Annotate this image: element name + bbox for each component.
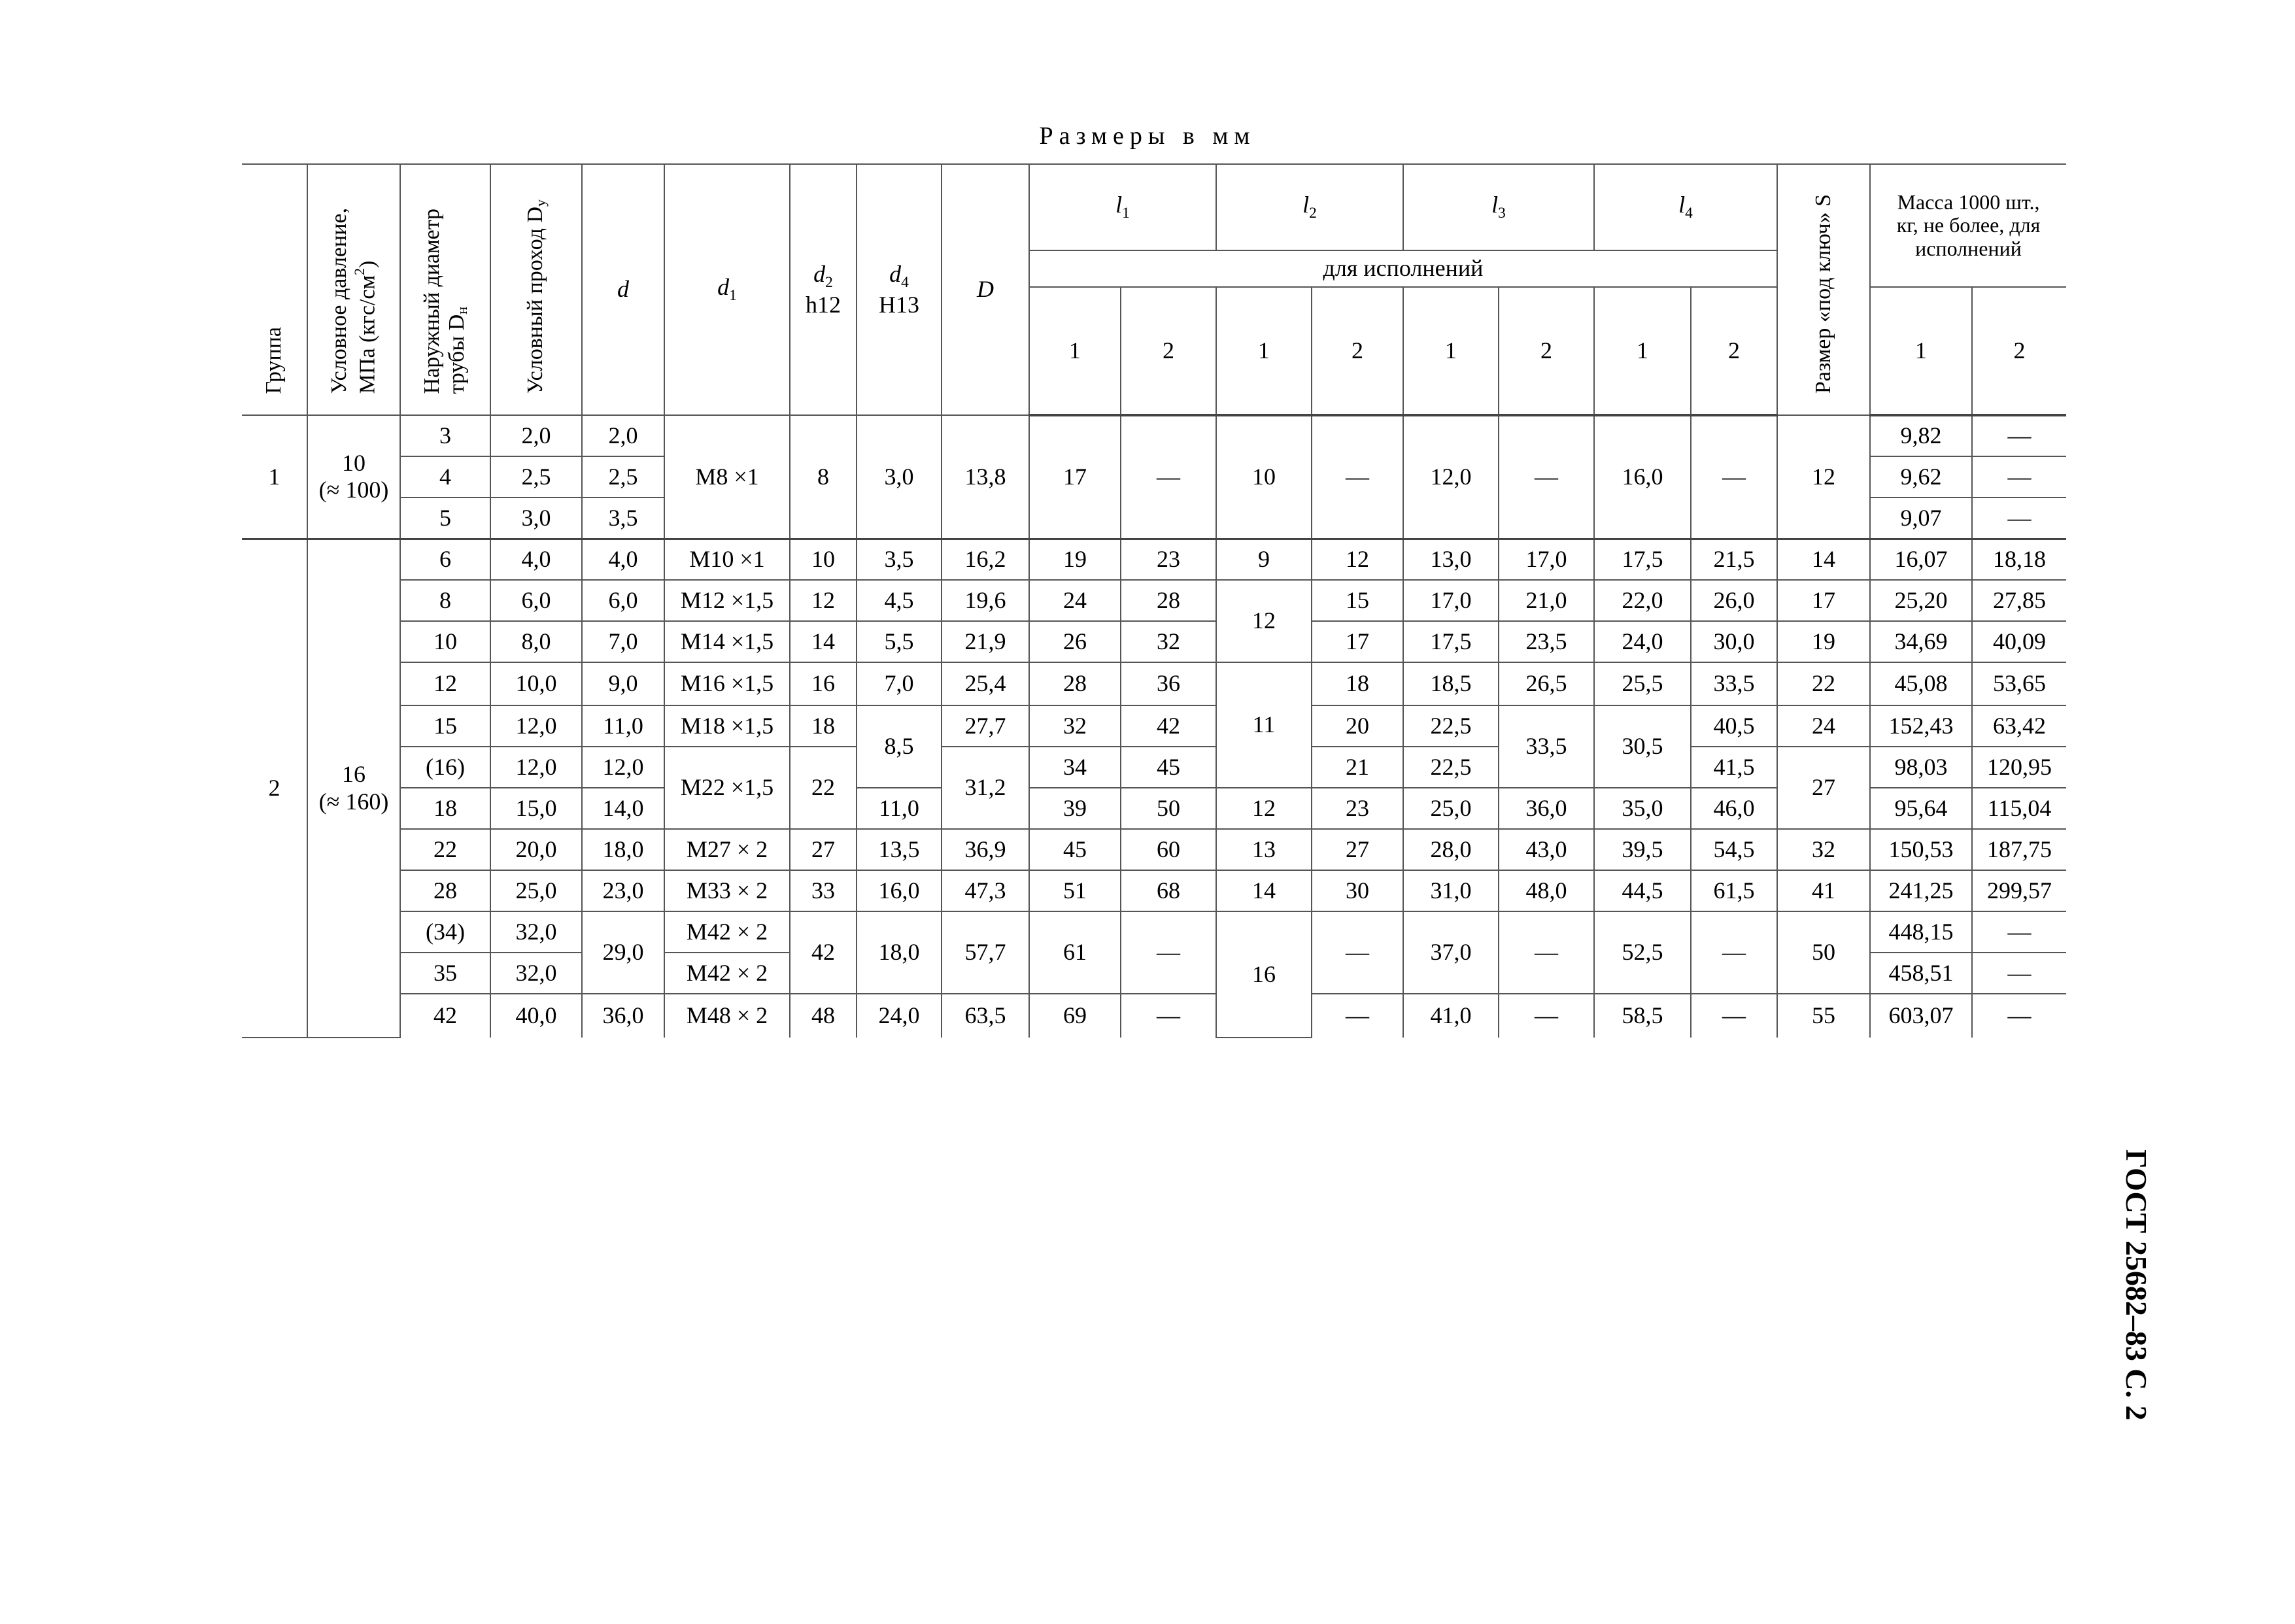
dy-cell: 8,0 bbox=[490, 621, 582, 662]
header-passage: Условный проход $D_у$ bbox=[490, 164, 582, 415]
D-cell: 57,7 bbox=[942, 911, 1029, 994]
d1-cell: М10 ×1 bbox=[664, 539, 790, 580]
header-mass-v1: 1 bbox=[1870, 287, 1972, 415]
dn-cell: 3 bbox=[400, 415, 490, 456]
header-pressure: Условное давление, МПа $(кгс/см^2)$ bbox=[307, 164, 400, 415]
dy-cell: 12,0 bbox=[490, 705, 582, 747]
wrench-cell: 17 bbox=[1777, 580, 1870, 621]
d2-cell: 22 bbox=[790, 747, 857, 829]
d2-cell: 48 bbox=[790, 994, 857, 1038]
l3-v1-cell: 37,0 bbox=[1403, 911, 1499, 994]
table-row bbox=[242, 662, 2066, 705]
D-cell: 16,2 bbox=[942, 539, 1029, 580]
l4-v1-cell: 25,5 bbox=[1594, 662, 1691, 705]
dy-cell: 6,0 bbox=[490, 580, 582, 621]
d4-cell: 18,0 bbox=[857, 911, 942, 994]
dn-cell: 42 bbox=[400, 994, 490, 1038]
table-row bbox=[242, 870, 2066, 911]
d-cell: 36,0 bbox=[582, 994, 664, 1038]
d2-cell: 33 bbox=[790, 870, 857, 911]
l4-v1-cell: 17,5 bbox=[1594, 539, 1691, 580]
dy-cell: 12,0 bbox=[490, 747, 582, 788]
mass-v2-cell: — bbox=[1972, 994, 2066, 1038]
d1-cell: М22 ×1,5 bbox=[664, 747, 790, 829]
mass-v2-cell: 63,42 bbox=[1972, 705, 2066, 747]
l4-v2-cell: 54,5 bbox=[1691, 829, 1777, 870]
l1-v1-cell: 32 bbox=[1029, 705, 1121, 747]
l4-v1-cell: 22,0 bbox=[1594, 580, 1691, 621]
table-row bbox=[242, 747, 2066, 788]
l3-v2-cell: — bbox=[1499, 994, 1594, 1038]
dimensions-table-wrap bbox=[242, 163, 2066, 1038]
mass-v2-cell: 115,04 bbox=[1972, 788, 2066, 829]
wrench-cell: 22 bbox=[1777, 662, 1870, 705]
l4-v2-cell: 21,5 bbox=[1691, 539, 1777, 580]
header-D: D bbox=[942, 164, 1029, 415]
dn-cell: (16) bbox=[400, 747, 490, 788]
l1-v2-cell: — bbox=[1121, 415, 1216, 539]
l4-v1-cell: 58,5 bbox=[1594, 994, 1691, 1038]
l3-v2-cell: — bbox=[1499, 911, 1594, 994]
dn-cell: 5 bbox=[400, 498, 490, 539]
l3-v2-cell: 36,0 bbox=[1499, 788, 1594, 829]
l2-v2-cell: 21 bbox=[1312, 747, 1403, 788]
d1-cell: М33 × 2 bbox=[664, 870, 790, 911]
l4-v2-cell: — bbox=[1691, 415, 1777, 539]
d1-cell: М12 ×1,5 bbox=[664, 580, 790, 621]
wrench-cell: 32 bbox=[1777, 829, 1870, 870]
header-wrench-size: Размер «под ключ» S bbox=[1777, 164, 1870, 415]
l2-v2-cell: 15 bbox=[1312, 580, 1403, 621]
l2-v2-cell: 20 bbox=[1312, 705, 1403, 747]
l2-v1-cell: 9 bbox=[1216, 539, 1312, 580]
d-cell: 2,5 bbox=[582, 456, 664, 498]
group-cell: 2 bbox=[242, 539, 307, 1038]
dy-cell: 40,0 bbox=[490, 994, 582, 1038]
l3-v1-cell: 12,0 bbox=[1403, 415, 1499, 539]
wrench-cell: 41 bbox=[1777, 870, 1870, 911]
header-l3: $l_3$ bbox=[1403, 164, 1594, 250]
l1-v2-cell: 42 bbox=[1121, 705, 1216, 747]
header-d1: $d_1$ bbox=[664, 164, 790, 415]
l1-v1-cell: 51 bbox=[1029, 870, 1121, 911]
l1-v1-cell: 24 bbox=[1029, 580, 1121, 621]
mass-v2-cell: — bbox=[1972, 415, 2066, 456]
l1-v1-cell: 17 bbox=[1029, 415, 1121, 539]
header-d2: $d_2$ h12 bbox=[790, 164, 857, 415]
dy-cell: 10,0 bbox=[490, 662, 582, 705]
l2-v2-cell: 30 bbox=[1312, 870, 1403, 911]
d4-cell: 11,0 bbox=[857, 788, 942, 829]
l2-v1-cell: 16 bbox=[1216, 911, 1312, 1038]
mass-v1-cell: 95,64 bbox=[1870, 788, 1972, 829]
l4-v1-cell: 30,5 bbox=[1594, 705, 1691, 788]
d4-cell: 8,5 bbox=[857, 705, 942, 788]
header-l4-v2: 2 bbox=[1691, 287, 1777, 415]
dy-cell: 2,5 bbox=[490, 456, 582, 498]
mass-v2-cell: — bbox=[1972, 911, 2066, 953]
mass-v1-cell: 45,08 bbox=[1870, 662, 1972, 705]
l2-v2-cell: — bbox=[1312, 994, 1403, 1038]
dn-cell: 12 bbox=[400, 662, 490, 705]
d2-cell: 10 bbox=[790, 539, 857, 580]
l3-v2-cell: 23,5 bbox=[1499, 621, 1594, 662]
l1-v2-cell: — bbox=[1121, 994, 1216, 1038]
wrench-cell: 24 bbox=[1777, 705, 1870, 747]
table-row bbox=[242, 539, 2066, 580]
mass-v2-cell: 187,75 bbox=[1972, 829, 2066, 870]
header-l4-v1: 1 bbox=[1594, 287, 1691, 415]
d-cell: 12,0 bbox=[582, 747, 664, 788]
d4-cell: 3,0 bbox=[857, 415, 942, 539]
l3-v2-cell: 26,5 bbox=[1499, 662, 1594, 705]
l4-v2-cell: 30,0 bbox=[1691, 621, 1777, 662]
l4-v2-cell: 40,5 bbox=[1691, 705, 1777, 747]
mass-v2-cell: — bbox=[1972, 456, 2066, 498]
dy-cell: 20,0 bbox=[490, 829, 582, 870]
l1-v2-cell: 45 bbox=[1121, 747, 1216, 788]
table-row bbox=[242, 994, 2066, 1038]
l3-v1-cell: 17,5 bbox=[1403, 621, 1499, 662]
header-l2: $l_2$ bbox=[1216, 164, 1403, 250]
d-cell: 29,0 bbox=[582, 911, 664, 994]
l3-v2-cell: 43,0 bbox=[1499, 829, 1594, 870]
d4-cell: 16,0 bbox=[857, 870, 942, 911]
l1-v2-cell: 23 bbox=[1121, 539, 1216, 580]
l2-v2-cell: 18 bbox=[1312, 662, 1403, 705]
l3-v1-cell: 31,0 bbox=[1403, 870, 1499, 911]
mass-v1-cell: 25,20 bbox=[1870, 580, 1972, 621]
dy-cell: 32,0 bbox=[490, 953, 582, 994]
wrench-cell: 55 bbox=[1777, 994, 1870, 1038]
l1-v1-cell: 19 bbox=[1029, 539, 1121, 580]
l1-v2-cell: — bbox=[1121, 911, 1216, 994]
l3-v2-cell: 48,0 bbox=[1499, 870, 1594, 911]
D-cell: 47,3 bbox=[942, 870, 1029, 911]
dn-cell: 6 bbox=[400, 539, 490, 580]
l1-v1-cell: 45 bbox=[1029, 829, 1121, 870]
standard-page-label: ГОСТ 25682–83 С. 2 bbox=[2120, 1149, 2153, 1421]
l4-v2-cell: 41,5 bbox=[1691, 747, 1777, 788]
d2-cell: 8 bbox=[790, 415, 857, 539]
d-cell: 11,0 bbox=[582, 705, 664, 747]
dy-cell: 4,0 bbox=[490, 539, 582, 580]
dn-cell: 15 bbox=[400, 705, 490, 747]
header-l1-v1: 1 bbox=[1029, 287, 1121, 415]
l4-v2-cell: 46,0 bbox=[1691, 788, 1777, 829]
l3-v1-cell: 17,0 bbox=[1403, 580, 1499, 621]
d-cell: 18,0 bbox=[582, 829, 664, 870]
mass-v1-cell: 152,43 bbox=[1870, 705, 1972, 747]
table-row bbox=[242, 829, 2066, 870]
header-l2-v2: 2 bbox=[1312, 287, 1403, 415]
header-outer-diameter: Наружный диаметр трубы $D_н$ bbox=[400, 164, 490, 415]
wrench-cell: 19 bbox=[1777, 621, 1870, 662]
l3-v2-cell: 33,5 bbox=[1499, 705, 1594, 788]
table-row bbox=[242, 580, 2066, 621]
dn-cell: 35 bbox=[400, 953, 490, 994]
d-cell: 9,0 bbox=[582, 662, 664, 705]
d2-cell: 14 bbox=[790, 621, 857, 662]
l2-v2-cell: 27 bbox=[1312, 829, 1403, 870]
l2-v1-cell: 10 bbox=[1216, 415, 1312, 539]
D-cell: 27,7 bbox=[942, 705, 1029, 747]
l3-v1-cell: 22,5 bbox=[1403, 705, 1499, 747]
header-mass: Масса 1000 шт., кг, не более, для исполнений bbox=[1870, 164, 2066, 287]
l1-v2-cell: 36 bbox=[1121, 662, 1216, 705]
l1-v2-cell: 50 bbox=[1121, 788, 1216, 829]
wrench-cell: 14 bbox=[1777, 539, 1870, 580]
mass-v1-cell: 9,82 bbox=[1870, 415, 1972, 456]
l2-v1-cell: 12 bbox=[1216, 580, 1312, 662]
d1-cell: М8 ×1 bbox=[664, 415, 790, 539]
table-row bbox=[242, 911, 2066, 953]
dn-cell: 10 bbox=[400, 621, 490, 662]
d-cell: 4,0 bbox=[582, 539, 664, 580]
dy-cell: 2,0 bbox=[490, 415, 582, 456]
d4-cell: 3,5 bbox=[857, 539, 942, 580]
l3-v2-cell: 17,0 bbox=[1499, 539, 1594, 580]
l1-v2-cell: 32 bbox=[1121, 621, 1216, 662]
d2-cell: 42 bbox=[790, 911, 857, 994]
header-d4: $d_4$ H13 bbox=[857, 164, 942, 415]
l2-v2-cell: 23 bbox=[1312, 788, 1403, 829]
mass-v2-cell: 299,57 bbox=[1972, 870, 2066, 911]
l1-v2-cell: 60 bbox=[1121, 829, 1216, 870]
l4-v1-cell: 52,5 bbox=[1594, 911, 1691, 994]
mass-v2-cell: 40,09 bbox=[1972, 621, 2066, 662]
mass-v1-cell: 241,25 bbox=[1870, 870, 1972, 911]
D-cell: 25,4 bbox=[942, 662, 1029, 705]
mass-v2-cell: 27,85 bbox=[1972, 580, 2066, 621]
wrench-cell: 27 bbox=[1777, 747, 1870, 829]
l4-v2-cell: 33,5 bbox=[1691, 662, 1777, 705]
d-cell: 3,5 bbox=[582, 498, 664, 539]
l1-v1-cell: 69 bbox=[1029, 994, 1121, 1038]
d2-cell: 18 bbox=[790, 705, 857, 747]
dn-cell: 22 bbox=[400, 829, 490, 870]
dy-cell: 15,0 bbox=[490, 788, 582, 829]
d1-cell: М42 × 2 bbox=[664, 911, 790, 953]
d4-cell: 7,0 bbox=[857, 662, 942, 705]
pressure-cell: 10 (≈ 100) bbox=[307, 415, 400, 539]
D-cell: 31,2 bbox=[942, 747, 1029, 829]
dn-cell: 28 bbox=[400, 870, 490, 911]
table-row bbox=[242, 621, 2066, 662]
dn-cell: 18 bbox=[400, 788, 490, 829]
d2-cell: 16 bbox=[790, 662, 857, 705]
dn-cell: 8 bbox=[400, 580, 490, 621]
d-cell: 6,0 bbox=[582, 580, 664, 621]
mass-v1-cell: 34,69 bbox=[1870, 621, 1972, 662]
dy-cell: 3,0 bbox=[490, 498, 582, 539]
l3-v1-cell: 28,0 bbox=[1403, 829, 1499, 870]
header-l2-v1: 1 bbox=[1216, 287, 1312, 415]
header-l3-v2: 2 bbox=[1499, 287, 1594, 415]
l4-v1-cell: 44,5 bbox=[1594, 870, 1691, 911]
dy-cell: 25,0 bbox=[490, 870, 582, 911]
dy-cell: 32,0 bbox=[490, 911, 582, 953]
l1-v1-cell: 26 bbox=[1029, 621, 1121, 662]
d4-cell: 13,5 bbox=[857, 829, 942, 870]
d1-cell: М27 × 2 bbox=[664, 829, 790, 870]
l1-v2-cell: 68 bbox=[1121, 870, 1216, 911]
l4-v1-cell: 16,0 bbox=[1594, 415, 1691, 539]
header-group: Группа bbox=[242, 164, 307, 415]
D-cell: 21,9 bbox=[942, 621, 1029, 662]
dimensions-table bbox=[242, 163, 2066, 1038]
D-cell: 19,6 bbox=[942, 580, 1029, 621]
l3-v1-cell: 25,0 bbox=[1403, 788, 1499, 829]
header-mass-v2: 2 bbox=[1972, 287, 2066, 415]
l4-v2-cell: 26,0 bbox=[1691, 580, 1777, 621]
l4-v2-cell: 61,5 bbox=[1691, 870, 1777, 911]
d-cell: 14,0 bbox=[582, 788, 664, 829]
l2-v1-cell: 14 bbox=[1216, 870, 1312, 911]
l2-v2-cell: — bbox=[1312, 911, 1403, 994]
l2-v1-cell: 13 bbox=[1216, 829, 1312, 870]
mass-v1-cell: 98,03 bbox=[1870, 747, 1972, 788]
mass-v1-cell: 150,53 bbox=[1870, 829, 1972, 870]
l1-v1-cell: 39 bbox=[1029, 788, 1121, 829]
d1-cell: М14 ×1,5 bbox=[664, 621, 790, 662]
mass-v2-cell: — bbox=[1972, 953, 2066, 994]
l4-v1-cell: 24,0 bbox=[1594, 621, 1691, 662]
l3-v2-cell: 21,0 bbox=[1499, 580, 1594, 621]
wrench-cell: 12 bbox=[1777, 415, 1870, 539]
mass-v1-cell: 9,62 bbox=[1870, 456, 1972, 498]
header-l4: $l_4$ bbox=[1594, 164, 1777, 250]
d4-cell: 4,5 bbox=[857, 580, 942, 621]
l4-v1-cell: 35,0 bbox=[1594, 788, 1691, 829]
l3-v2-cell: — bbox=[1499, 415, 1594, 539]
l2-v2-cell: — bbox=[1312, 415, 1403, 539]
group-cell: 1 bbox=[242, 415, 307, 539]
header-d: d bbox=[582, 164, 664, 415]
dn-cell: (34) bbox=[400, 911, 490, 953]
l3-v1-cell: 13,0 bbox=[1403, 539, 1499, 580]
l3-v1-cell: 18,5 bbox=[1403, 662, 1499, 705]
D-cell: 63,5 bbox=[942, 994, 1029, 1038]
l4-v2-cell: — bbox=[1691, 911, 1777, 994]
l1-v1-cell: 34 bbox=[1029, 747, 1121, 788]
d2-cell: 12 bbox=[790, 580, 857, 621]
l3-v1-cell: 22,5 bbox=[1403, 747, 1499, 788]
l2-v1-cell: 11 bbox=[1216, 662, 1312, 788]
dn-cell: 4 bbox=[400, 456, 490, 498]
l1-v1-cell: 28 bbox=[1029, 662, 1121, 705]
wrench-cell: 50 bbox=[1777, 911, 1870, 994]
d4-cell: 5,5 bbox=[857, 621, 942, 662]
d4-cell: 24,0 bbox=[857, 994, 942, 1038]
mass-v2-cell: 53,65 bbox=[1972, 662, 2066, 705]
D-cell: 13,8 bbox=[942, 415, 1029, 539]
mass-v2-cell: — bbox=[1972, 498, 2066, 539]
d-cell: 7,0 bbox=[582, 621, 664, 662]
header-for-versions: для исполнений bbox=[1029, 250, 1777, 287]
l2-v2-cell: 12 bbox=[1312, 539, 1403, 580]
l1-v1-cell: 61 bbox=[1029, 911, 1121, 994]
d1-cell: М48 × 2 bbox=[664, 994, 790, 1038]
header-l1-v2: 2 bbox=[1121, 287, 1216, 415]
mass-v2-cell: 18,18 bbox=[1972, 539, 2066, 580]
d1-cell: М18 ×1,5 bbox=[664, 705, 790, 747]
d-cell: 23,0 bbox=[582, 870, 664, 911]
d2-cell: 27 bbox=[790, 829, 857, 870]
mass-v2-cell: 120,95 bbox=[1972, 747, 2066, 788]
mass-v1-cell: 16,07 bbox=[1870, 539, 1972, 580]
l2-v2-cell: 17 bbox=[1312, 621, 1403, 662]
table-row bbox=[242, 705, 2066, 747]
l4-v2-cell: — bbox=[1691, 994, 1777, 1038]
caption: Размеры в мм bbox=[1039, 122, 1256, 150]
D-cell: 36,9 bbox=[942, 829, 1029, 870]
table-row bbox=[242, 415, 2066, 456]
d1-cell: М16 ×1,5 bbox=[664, 662, 790, 705]
mass-v1-cell: 458,51 bbox=[1870, 953, 1972, 994]
mass-v1-cell: 448,15 bbox=[1870, 911, 1972, 953]
mass-v1-cell: 9,07 bbox=[1870, 498, 1972, 539]
pressure-cell: 16 (≈ 160) bbox=[307, 539, 400, 1038]
l1-v2-cell: 28 bbox=[1121, 580, 1216, 621]
l3-v1-cell: 41,0 bbox=[1403, 994, 1499, 1038]
header-l1: $l_1$ bbox=[1029, 164, 1216, 250]
l4-v1-cell: 39,5 bbox=[1594, 829, 1691, 870]
mass-v1-cell: 603,07 bbox=[1870, 994, 1972, 1038]
l2-v1-cell: 12 bbox=[1216, 788, 1312, 829]
d1-cell: М42 × 2 bbox=[664, 953, 790, 994]
d-cell: 2,0 bbox=[582, 415, 664, 456]
header-l3-v1: 1 bbox=[1403, 287, 1499, 415]
